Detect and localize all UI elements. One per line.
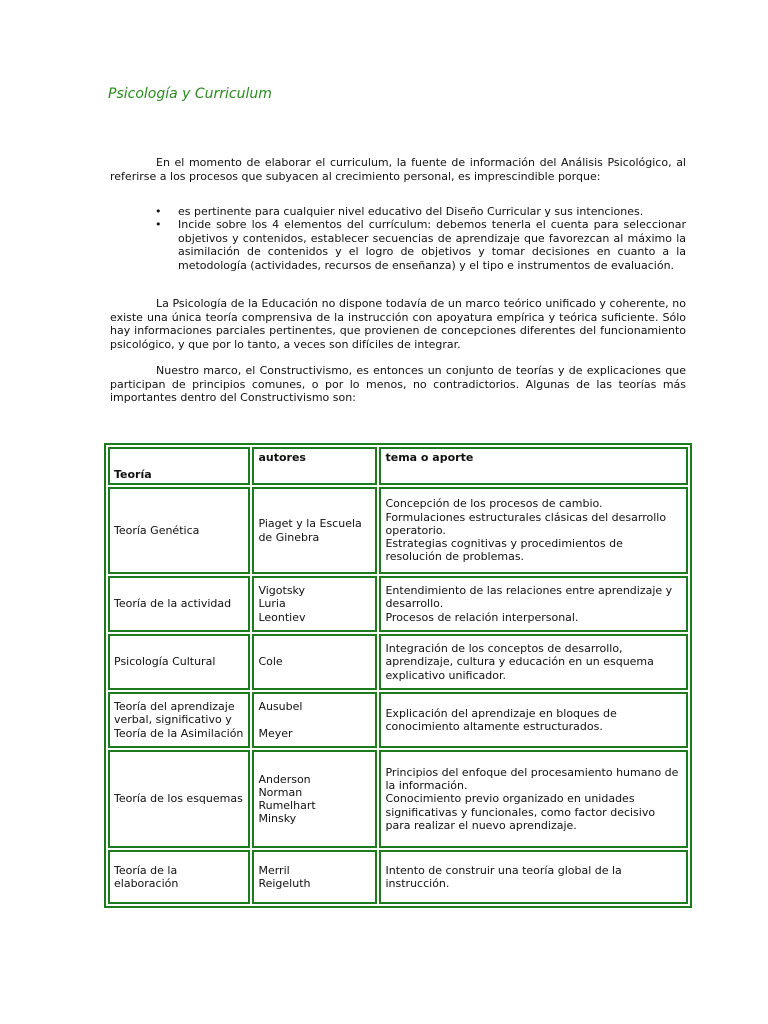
- table-row: [108, 487, 688, 574]
- theories-table: [104, 443, 692, 908]
- table-row: [108, 692, 688, 748]
- header-teoria: Teoría: [108, 447, 250, 485]
- cell-aporte: Entendimiento de las relaciones entre aprendizaje y desarrollo. Procesos de relación interpersonal.: [379, 576, 688, 632]
- paragraph-psicologia: La Psicología de la Educación no dispone todavía de un marco teórico unificado y coherente, no existe una única teoría comprensiva de la instrucción con apoyatura empírica y teórica suficiente. Sólo hay informaciones parciales pertinentes, que provienen de concepciones diferentes del funcionamiento psicológico, y que por lo tanto, a veces son difíciles de integrar.: [110, 297, 686, 351]
- cell-teoria: Teoría de los esquemas: [108, 750, 250, 848]
- cell-teoria: Teoría de la actividad: [108, 576, 250, 632]
- table-header-row: [108, 447, 688, 485]
- header-autores: autores: [252, 447, 377, 485]
- page-title: Psicología y Curriculum: [108, 86, 272, 102]
- cell-aporte: Explicación del aprendizaje en bloques de conocimiento altamente estructurados.: [379, 692, 688, 748]
- table-row: [108, 634, 688, 690]
- cell-autores: Cole: [252, 634, 377, 690]
- cell-autores: Anderson Norman Rumelhart Minsky: [252, 750, 377, 848]
- cell-autores: Ausubel Meyer: [252, 692, 377, 748]
- cell-teoria: Teoría de la elaboración: [108, 850, 250, 904]
- intro-paragraph: En el momento de elaborar el curriculum, la fuente de información del Análisis Psicológico, al referirse a los procesos que subyacen al crecimiento personal, es imprescindible porque:: [110, 156, 686, 183]
- cell-autores: Piaget y la Escuela de Ginebra: [252, 487, 377, 574]
- list-item: • Incide sobre los 4 elementos del currículum: debemos tenerla el cuenta para seleccionar objetivos y contenidos, establecer secuencias de aprendizaje que favorezcan al máximo la asimilación de contenidos y el logro de objetivos y tomar decisiones en cuanto a la metodología (actividades, recursos de enseñanza) y el tipo e instrumentos de evaluación.: [152, 218, 686, 272]
- cell-aporte: Concepción de los procesos de cambio. Formulaciones estructurales clásicas del desarrollo operatorio. Estrategias cognitivas y procedimientos de resolución de problemas.: [379, 487, 688, 574]
- bullet-list: [152, 205, 686, 272]
- paragraph-constructivismo: Nuestro marco, el Constructivismo, es entonces un conjunto de teorías y de explicaciones que participan de principios comunes, o por lo menos, no contradictorios. Algunas de las teorías más importantes dentro del Constructivismo son:: [110, 364, 686, 404]
- cell-aporte: Integración de los conceptos de desarrollo, aprendizaje, cultura y educación en un esquema explicativo unificador.: [379, 634, 688, 690]
- cell-aporte: Intento de construir una teoría global de la instrucción.: [379, 850, 688, 904]
- cell-teoria: Teoría del aprendizaje verbal, significativo y Teoría de la Asimilación: [108, 692, 250, 748]
- table-row: [108, 750, 688, 848]
- table-row: [108, 576, 688, 632]
- cell-autores: Vigotsky Luria Leontiev: [252, 576, 377, 632]
- table-row: [108, 850, 688, 904]
- cell-teoria: Teoría Genética: [108, 487, 250, 574]
- cell-autores: Merril Reigeluth: [252, 850, 377, 904]
- list-item: • es pertinente para cualquier nivel educativo del Diseño Curricular y sus intenciones.: [152, 205, 686, 218]
- header-aporte: tema o aporte: [379, 447, 688, 485]
- cell-teoria: Psicología Cultural: [108, 634, 250, 690]
- cell-aporte: Principios del enfoque del procesamiento humano de la información. Conocimiento previo organizado en unidades significativas y funcionales, como factor decisivo para realizar el nuevo aprendizaje.: [379, 750, 688, 848]
